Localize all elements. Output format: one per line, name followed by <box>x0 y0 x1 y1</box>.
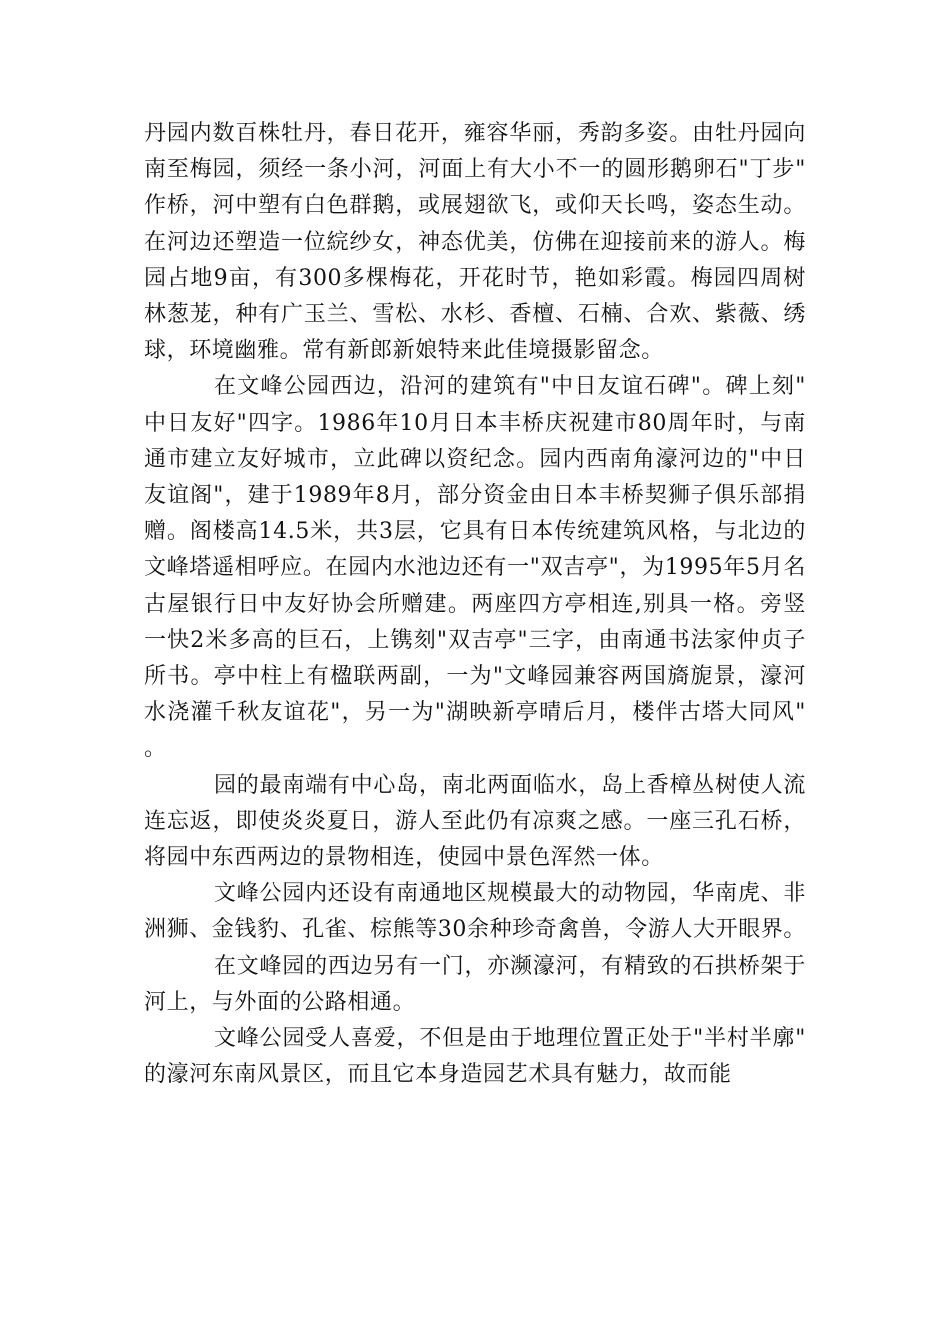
paragraph-xibian-men: 在文峰园的西边另有一门，亦濒濠河，有精致的石拱桥架于河上，与外面的公路相通。 <box>144 953 806 1015</box>
paragraph-shou-ren-xiai: 文峰公园受人喜爱，不但是由于地理位置正处于"半村半廓"的濠河东南风景区，而且它本身造园艺术具有魅力，故而能 <box>144 1026 806 1088</box>
document-body <box>144 116 806 1093</box>
paragraph-dongwuyuan: 文峰公园内还设有南通地区规模最大的动物园，华南虎、非洲狮、金钱豹、孔雀、棕熊等30余种珍奇禽兽，令游人大开眼界。 <box>144 881 806 943</box>
paragraph-zhongxin-dao: 园的最南端有中心岛，南北两面临水，岛上香樟丛树使人流连忘返，即使炎炎夏日，游人至此仍有凉爽之感。一座三孔石桥，将园中东西两边的景物相连，使园中景色浑然一体。 <box>144 772 806 871</box>
paragraph-zhongri-youyi: 在文峰公园西边，沿河的建筑有"中日友谊石碑"。碑上刻"中日友好"四字。1986年10月日本丰桥庆祝建市80周年时，与南通市建立友好城市，立此碑以资纪念。园内西南角濠河边的"中日友谊阁"，建于1989年8月，部分资金由日本丰桥契狮子俱乐部捐赠。阁楼高14.5米，共3层，它具有日本传统建筑风格，与北边的文峰塔遥相呼应。在园内水池边还有一"双吉亭"，为1995年5月名古屋银行日中友好协会所赠建。两座四方亭相连,别具一格。旁竖一快2米多高的巨石，上镌刻"双吉亭"三字，由南通书法家仲贞子所书。亭中柱上有楹联两副，一为"文峰园兼容两国旖旎景，濠河水浇灌千秋友谊花"，另一为"湖映新亭晴后月，楼伴古塔大同风"。 <box>144 374 806 762</box>
paragraph-mudan-meiyuan: 丹园内数百株牡丹，春日花开，雍容华丽，秀韵多姿。由牡丹园向南至梅园，须经一条小河，河面上有大小不一的圆形鹅卵石"丁步"作桥，河中塑有白色群鹅，或展翅欲飞，或仰天长鸣，姿态生动。在河边还塑造一位綄纱女，神态优美，仿佛在迎接前来的游人。梅园占地9亩，有300多棵梅花，开花时节，艳如彩霞。梅园四周树林葱茏，种有广玉兰、雪松、水杉、香檀、石楠、合欢、紫薇、绣球，环境幽雅。常有新郎新娘特来此佳境摄影留念。 <box>144 121 806 364</box>
